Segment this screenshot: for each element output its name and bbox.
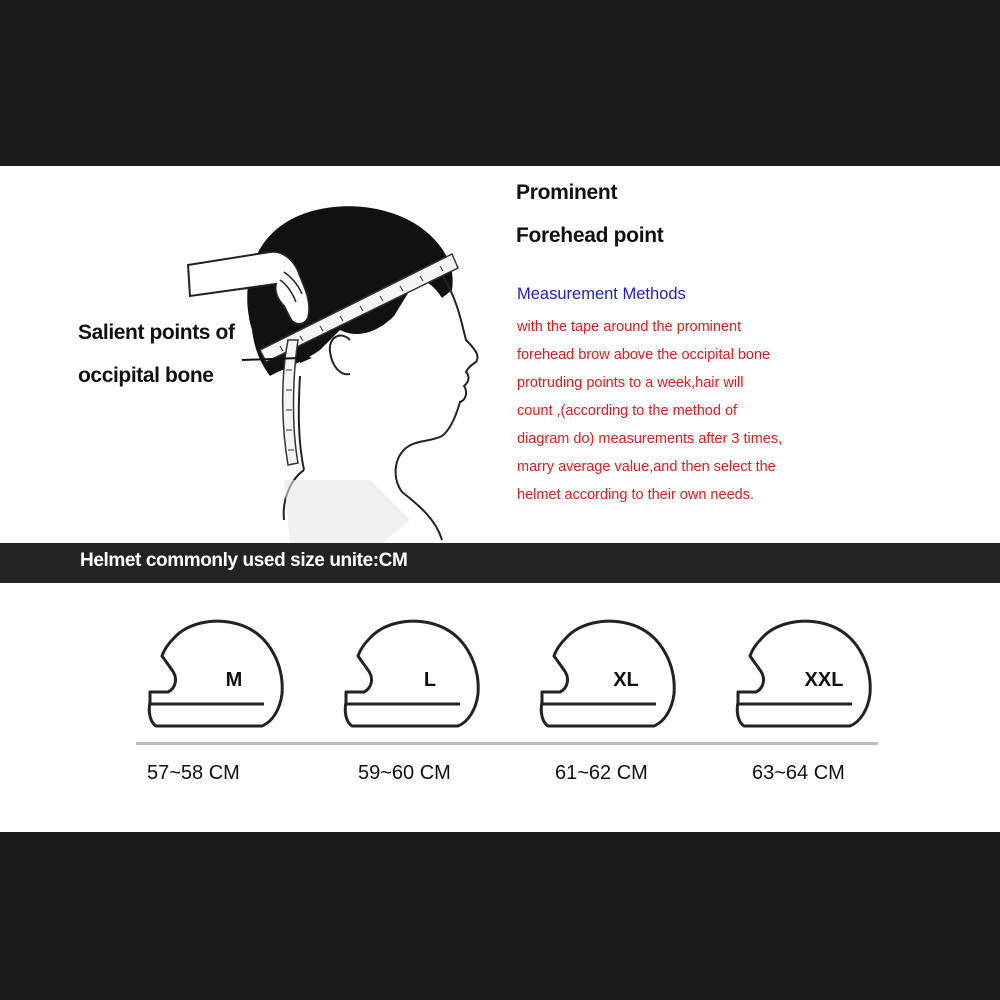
head-measurement-illustration (180, 180, 500, 545)
bottom-black-band (0, 832, 1000, 1000)
helmet-size-label: M (225, 669, 243, 691)
size-title: Helmet commonly used size unite:CM (80, 550, 408, 571)
helmet-size-m (142, 612, 292, 737)
label-salient-points: Salient points of (78, 321, 235, 344)
size-range-xl: 61~62 CM (555, 762, 648, 784)
neck-outline (299, 376, 304, 470)
helmet-size-xxl (730, 612, 880, 737)
size-range-l: 59~60 CM (358, 762, 451, 784)
label-occipital-bone: occipital bone (78, 364, 214, 387)
method-line: with the tape around the prominent (517, 319, 742, 335)
helmet-baseline (136, 742, 878, 745)
measurement-methods-title: Measurement Methods (517, 285, 686, 303)
face-outline (396, 275, 478, 492)
heading-forehead-point: Forehead point (516, 224, 664, 247)
helmet-size-label: XXL (804, 669, 844, 691)
size-range-m: 57~58 CM (147, 762, 240, 784)
measurement-methods-body (517, 313, 847, 509)
method-line: helmet according to their own needs. (517, 487, 754, 503)
heading-prominent: Prominent (516, 181, 618, 204)
helmet-size-l (338, 612, 488, 737)
top-black-band (0, 0, 1000, 166)
method-line: marry average value,and then select the (517, 459, 776, 475)
shirt-shadow (284, 480, 410, 545)
size-range-xxl: 63~64 CM (752, 762, 845, 784)
method-line: forehead brow above the occipital bone (517, 347, 771, 363)
helmet-size-label: L (423, 669, 437, 691)
helmet-size-label: XL (613, 669, 639, 691)
method-line: count ,(according to the method of (517, 403, 738, 419)
method-line: diagram do) measurements after 3 times, (517, 431, 783, 447)
method-line: protruding points to a week,hair will (517, 375, 744, 391)
helmet-size-xl (534, 612, 684, 737)
ear-shape (330, 336, 350, 375)
